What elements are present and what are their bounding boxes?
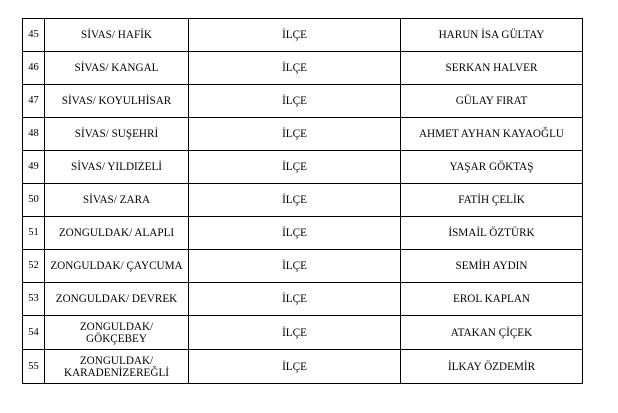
table-row bbox=[23, 184, 583, 217]
location-cell bbox=[45, 217, 189, 250]
table-row bbox=[23, 85, 583, 118]
location-text: ZONGULDAK/ KARADENİZEREĞLİ bbox=[63, 354, 170, 379]
name-cell: GÜLAY FIRAT bbox=[401, 85, 583, 118]
table-row bbox=[23, 283, 583, 316]
table-row bbox=[23, 350, 583, 384]
table-row bbox=[23, 19, 583, 52]
table-row bbox=[23, 316, 583, 350]
type-cell: İLÇE bbox=[189, 19, 401, 52]
table-row bbox=[23, 151, 583, 184]
row-number: 45 bbox=[23, 19, 45, 52]
location-cell bbox=[45, 350, 189, 384]
name-cell: SEMİH AYDIN bbox=[401, 250, 583, 283]
table-row bbox=[23, 217, 583, 250]
name-cell: YAŞAR GÖKTAŞ bbox=[401, 151, 583, 184]
location-cell bbox=[45, 184, 189, 217]
name-cell: ATAKAN ÇİÇEK bbox=[401, 316, 583, 350]
type-cell: İLÇE bbox=[189, 283, 401, 316]
table-row bbox=[23, 118, 583, 151]
type-cell: İLÇE bbox=[189, 85, 401, 118]
appointment-table bbox=[22, 18, 583, 384]
location-cell bbox=[45, 118, 189, 151]
location-text: ZONGULDAK/ ÇAYCUMA bbox=[50, 260, 183, 272]
row-number: 47 bbox=[23, 85, 45, 118]
location-cell bbox=[45, 316, 189, 350]
location-text: SİVAS/ YILDIZELİ bbox=[70, 161, 163, 173]
type-cell: İLÇE bbox=[189, 118, 401, 151]
location-text: SİVAS/ KOYULHİSAR bbox=[61, 95, 172, 107]
location-cell bbox=[45, 151, 189, 184]
row-number: 55 bbox=[23, 350, 45, 384]
location-text: ZONGULDAK/ ALAPLI bbox=[58, 227, 175, 239]
location-cell bbox=[45, 250, 189, 283]
location-text: SİVAS/ ZARA bbox=[82, 194, 151, 206]
row-number: 50 bbox=[23, 184, 45, 217]
type-cell: İLÇE bbox=[189, 350, 401, 384]
name-cell: İLKAY ÖZDEMİR bbox=[401, 350, 583, 384]
location-cell bbox=[45, 283, 189, 316]
name-cell: SERKAN HALVER bbox=[401, 52, 583, 85]
location-text: SİVAS/ KANGAL bbox=[74, 62, 159, 74]
type-cell: İLÇE bbox=[189, 151, 401, 184]
name-cell: EROL KAPLAN bbox=[401, 283, 583, 316]
location-cell bbox=[45, 19, 189, 52]
table-row bbox=[23, 52, 583, 85]
location-text: ZONGULDAK/ DEVREK bbox=[55, 293, 178, 305]
row-number: 54 bbox=[23, 316, 45, 350]
table-row bbox=[23, 250, 583, 283]
name-cell: AHMET AYHAN KAYAOĞLU bbox=[401, 118, 583, 151]
type-cell: İLÇE bbox=[189, 184, 401, 217]
row-number: 49 bbox=[23, 151, 45, 184]
type-cell: İLÇE bbox=[189, 217, 401, 250]
location-text: ZONGULDAK/ GÖKÇEBEY bbox=[79, 320, 154, 345]
type-cell: İLÇE bbox=[189, 52, 401, 85]
location-text: SİVAS/ HAFİK bbox=[81, 29, 152, 41]
location-text: SİVAS/ SUŞEHRİ bbox=[74, 128, 159, 140]
type-cell: İLÇE bbox=[189, 316, 401, 350]
row-number: 53 bbox=[23, 283, 45, 316]
row-number: 48 bbox=[23, 118, 45, 151]
row-number: 46 bbox=[23, 52, 45, 85]
location-cell bbox=[45, 52, 189, 85]
name-cell: HARUN İSA GÜLTAY bbox=[401, 19, 583, 52]
name-cell: FATİH ÇELİK bbox=[401, 184, 583, 217]
row-number: 52 bbox=[23, 250, 45, 283]
location-cell bbox=[45, 85, 189, 118]
name-cell: İSMAİL ÖZTÜRK bbox=[401, 217, 583, 250]
row-number: 51 bbox=[23, 217, 45, 250]
type-cell: İLÇE bbox=[189, 250, 401, 283]
